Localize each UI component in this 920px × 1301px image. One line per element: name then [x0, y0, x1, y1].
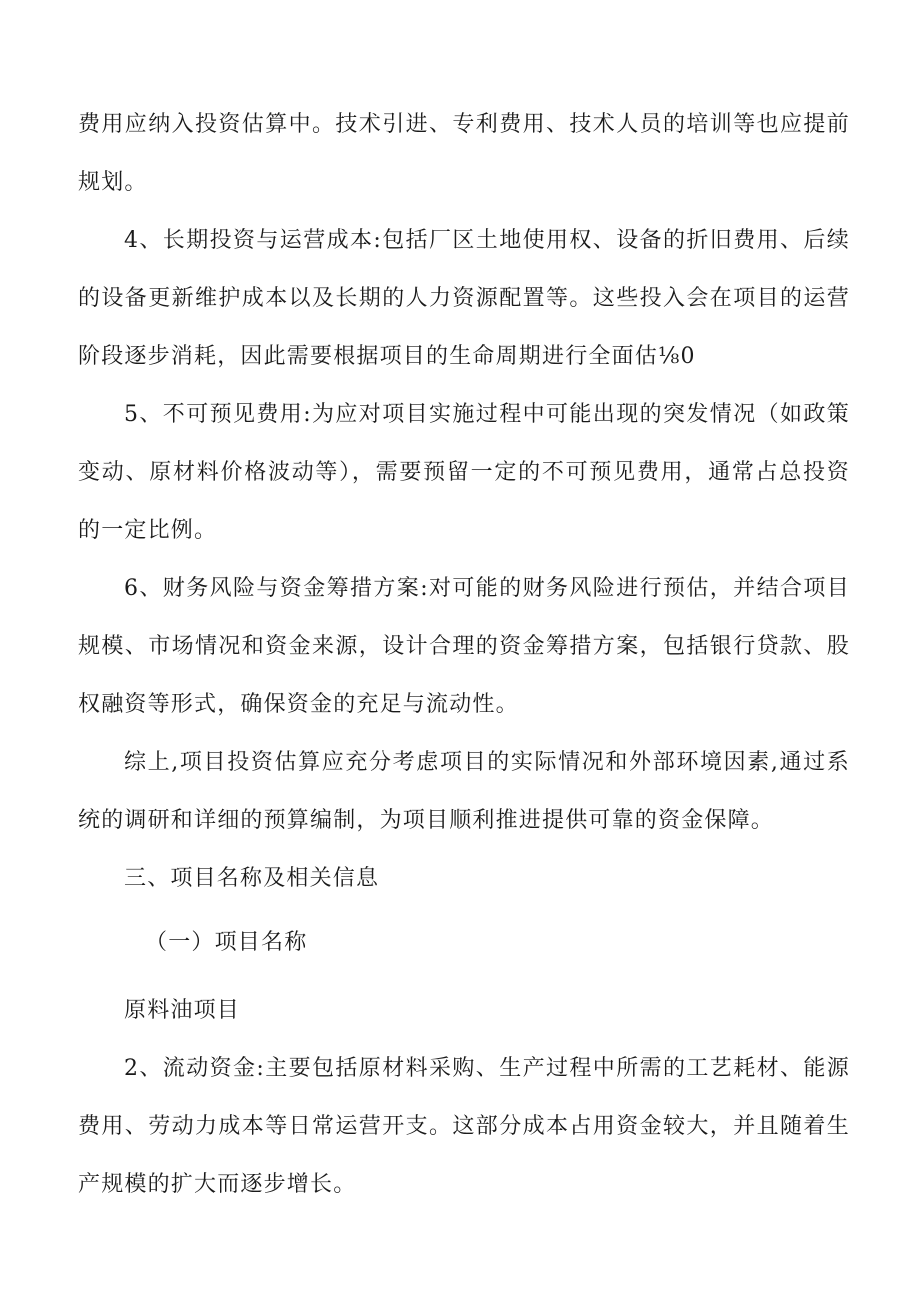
project-name: 原料油项目 [124, 998, 241, 1023]
paragraph-long-term-investment: 4、长期投资与运营成本:包括厂区土地使用权、设备的折旧费用、后续的设备更新维护成本以及长期的人力资源配置等。这些投入会在项目的运营阶段逐步消耗，因此需要根据项目的生命周期进行全面估⅛0 [78, 228, 850, 369]
paragraph-summary: 综上,项目投资估算应充分考虑项目的实际情况和外部环境因素,通过系统的调研和详细的预算编制，为项目顺利推进提供可靠的资金保障。 [78, 750, 850, 833]
subsection-heading: （一）项目名称 [145, 930, 308, 955]
paragraph-working-capital: 2、流动资金:主要包括原材料采购、生产过程中所需的工艺耗材、能源费用、劳动力成本等日常运营开支。这部分成本占用资金较大，并且随着生产规模的扩大而逐步增长。 [78, 1056, 850, 1197]
paragraph-contingency-costs: 5、不可预见费用:为应对项目实施过程中可能出现的突发情况（如政策变动、原材料价格波动等），需要预留一定的不可预见费用，通常占总投资的一定比例。 [78, 402, 850, 543]
section-heading: 三、项目名称及相关信息 [124, 866, 380, 891]
paragraph-continuation: 费用应纳入投资估算中。技术引进、专利费用、技术人员的培训等也应提前规划。 [78, 112, 850, 195]
paragraph-financial-risk: 6、财务风险与资金筹措方案:对可能的财务风险进行预估，并结合项目规模、市场情况和资金来源，设计合理的资金筹措方案，包括银行贷款、股权融资等形式，确保资金的充足与流动性。 [78, 576, 850, 717]
